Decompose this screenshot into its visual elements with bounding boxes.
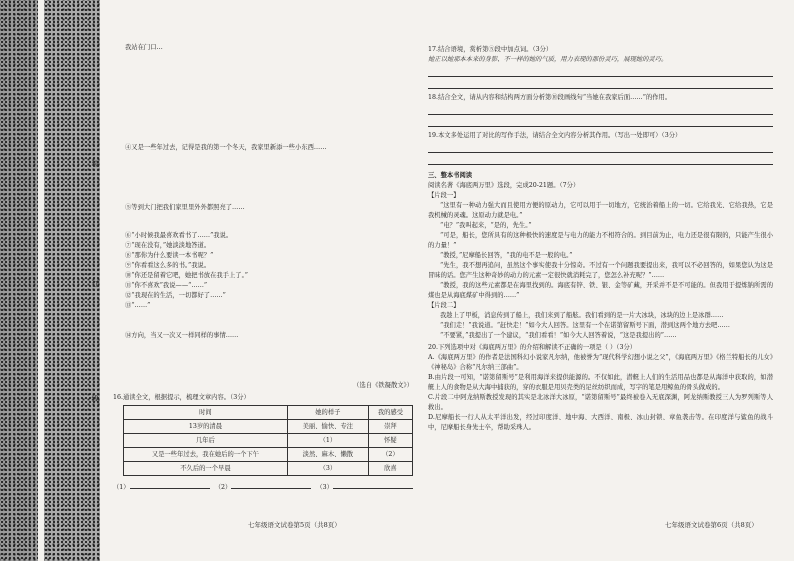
passage-paragraph: ⑤等到大门把我们家里里外外都照亮了…… — [125, 204, 245, 211]
binding-mark-2: 订 — [91, 280, 99, 288]
excerpt-paragraph: “不要紧，”我提出了一个建议，“我们看看！”如今大人回答着说，“这是我提出的”…… — [440, 332, 677, 339]
question-18: 18.结合全文，请从内容和结构两方面分析第⑩段画线句“当她在我家后面……”的作用。 — [428, 94, 672, 101]
binding-mark-3: 线 — [91, 395, 99, 403]
answer-line[interactable] — [428, 77, 773, 89]
passage-filler — [113, 53, 413, 143]
question-17: 17.结合语境，赏析第⑤段中加点词。（3分） — [428, 46, 553, 53]
page-footer-5: 七年级语文试卷第5页（共8页） — [248, 521, 341, 529]
passage-filler — [113, 341, 413, 381]
question-16: 16.通读全文，根据提示，梳理文章内容。（3分） — [113, 394, 250, 401]
table-header: 时间 — [124, 406, 288, 420]
passage-source: （选自《铁凝散文》） — [353, 382, 413, 389]
question-19: 19.本文多处运用了对比的写作手法，请结合全文内容分析其作用。（写出一处即可）（3分） — [428, 132, 682, 139]
excerpt-paragraph: “教授，我的这些元素都是在海里找到的。海底有锌、铁、银、金等矿藏，开采并不是不可能的。但我用于提炼钠所需的煤也是从海底煤矿中得到的……” — [428, 282, 773, 299]
blank-3[interactable]: （3） — [316, 480, 413, 493]
excerpt-paragraph: “电？”我叫起来，“是的，先生。” — [440, 222, 532, 229]
table-cell: 13岁的清晨 — [124, 420, 288, 434]
table-cell: 几年后 — [124, 434, 288, 448]
dialogue-line: ⑩“你还是留着它吧，她把书放在我手上了。” — [125, 272, 248, 279]
option-b[interactable]: B.由片段一可知，“诺第留斯号”是利用海洋来提供能源的。不仅如此，潜艇上人们的生活用品也都是从海洋中获取的，如潜艇上人的食物是从大海中捕获的，穿的衣服是用贝壳类的足丝纺织而成，写字的笔是用鲸鱼的骨头做成的。 — [428, 374, 773, 391]
section-intro: 阅读名著《海底两万里》选段，完成20-21题。（7分） — [428, 182, 580, 189]
excerpt-paragraph: “教授，”尼摩船长回答，“我的电不是一般的电。” — [440, 252, 573, 259]
question-20: 20.下列选项中对《海底两万里》的介绍和解读不正确的一项是（ ）（3分） — [428, 344, 637, 351]
passage-paragraph: 我站在门口… — [125, 44, 163, 51]
excerpt-paragraph: 我趁上了甲板，消息传到了船上，我们来到了船舷。我们看到的是一片大冰块，冰块的边上是冰群…… — [440, 312, 724, 319]
excerpt-paragraph: “这里有一种动力强大而且使用方便的原动力，它可以用于一切地方，它统治着船上的一切。它给我光、它给我热，它是我机械的灵魂。这原动力就是电。” — [428, 202, 773, 219]
question-16-table — [123, 405, 413, 476]
passage-filler — [113, 311, 413, 331]
excerpt-b-title: 【片段二】 — [428, 302, 460, 309]
exam-page-6 — [428, 43, 773, 433]
dialogue-line: ⑧“那你为什么要读一本书呢？” — [125, 252, 214, 259]
table-cell[interactable]: （1） — [287, 434, 368, 448]
table-cell: 怀疑 — [368, 434, 412, 448]
dialogue-line: ⑪“你不喜欢”我说——“……” — [125, 282, 208, 289]
blank-1[interactable]: （1） — [113, 480, 210, 493]
table-header: 她的样子 — [287, 406, 368, 420]
excerpt-paragraph: “我们走！”我说道。“赶快走！”如今大人回答。这里有一个在诺第留斯号下面，潜到这两个地方去吧…… — [440, 322, 730, 329]
option-a[interactable]: A.《海底两万里》的作者是法国科幻小说家凡尔纳，他被誉为“现代科学幻想小说之父”，《海底两万里》《格兰特船长的儿女》《神秘岛》合称“凡尔纳三部曲”。 — [428, 354, 773, 371]
excerpt-paragraph: “先生，我不想再追问，虽然这个事实使我十分惊奇。不过有一个问题我要提出来，我可以不必回答的，如果您认为这是冒昧的话。您产生这种奇妙的动力的元素一定很快就消耗完了，您怎么补充呢？”…… — [428, 262, 773, 279]
table-header: 我的感受 — [368, 406, 412, 420]
table-cell[interactable]: （3） — [287, 462, 368, 476]
scan-shadow-left — [0, 0, 38, 561]
question-17-answer[interactable]: 她正以她那本本来的身影、不一样的她的气质，用力表现的那份灵巧，展现她的灵巧。 — [428, 56, 668, 63]
passage-paragraph: ④又是一些年过去，记得是我的第一个冬天，我家里新添一些小东西…… — [125, 144, 327, 151]
passage-filler — [113, 213, 413, 231]
table-cell: 不久后的一个早晨 — [124, 462, 288, 476]
dialogue-line: ⑫“我现在的生活，一切都好了……” — [125, 292, 226, 299]
dialogue-line: ⑨“你看看这么多的书。”我说。 — [125, 262, 211, 269]
answer-line[interactable] — [428, 65, 773, 77]
table-cell: 淡然、麻木、懒散 — [287, 448, 368, 462]
dialogue-line: ⑬“……” — [125, 302, 151, 309]
excerpt-paragraph: “可是，船长，您所具有的这种极快的速度是与电力的能力不相符合的。到目前为止，电力还是很有限的，只能产生很小的力量！” — [428, 232, 773, 249]
exam-page-5 — [113, 43, 413, 493]
answer-line[interactable] — [428, 153, 773, 165]
dialogue-line: ⑥“小时候我最喜欢看书了……”我说。 — [125, 232, 233, 239]
answer-line[interactable] — [428, 115, 773, 127]
section-title: 三、整本书阅读 — [428, 172, 473, 179]
option-c[interactable]: C.片段二中阿龙纳斯教授发现的其实是北冰洋大冰原，“诺第留斯号”最终被卷入无底深渊，阿龙纳斯教授三人为罗列斯等人救出。 — [428, 394, 773, 411]
blank-2[interactable]: （2） — [215, 480, 312, 493]
table-cell: 崇拜 — [368, 420, 412, 434]
option-d[interactable]: D.尼摩船长一行人从太平洋出发，经过印度洋、地中海、大西洋、南极、冰山封锁、章鱼袭击等。在印度洋与鲨鱼的战斗中，尼摩船长身先士卒，帮助采珠人。 — [428, 414, 773, 431]
answer-blanks — [113, 480, 413, 493]
table-cell: 又是一些年过去，我在她后的一个下午 — [124, 448, 288, 462]
passage-paragraph: ⑭方向，当又一次又一样同样的事情…… — [125, 332, 239, 339]
answer-line[interactable] — [428, 103, 773, 115]
answer-line[interactable] — [428, 141, 773, 153]
page-footer-6: 七年级语文试卷第6页（共8页） — [665, 521, 758, 529]
table-cell: 美丽、愉快、专注 — [287, 420, 368, 434]
table-cell[interactable]: （2） — [368, 448, 412, 462]
passage-filler — [113, 153, 413, 203]
binding-mark-1: 装 — [91, 160, 99, 168]
excerpt-a-title: 【片段一】 — [428, 192, 460, 199]
table-cell: 欣喜 — [368, 462, 412, 476]
dialogue-line: ⑦“现在没有，”她淡淡地答道。 — [125, 242, 211, 249]
